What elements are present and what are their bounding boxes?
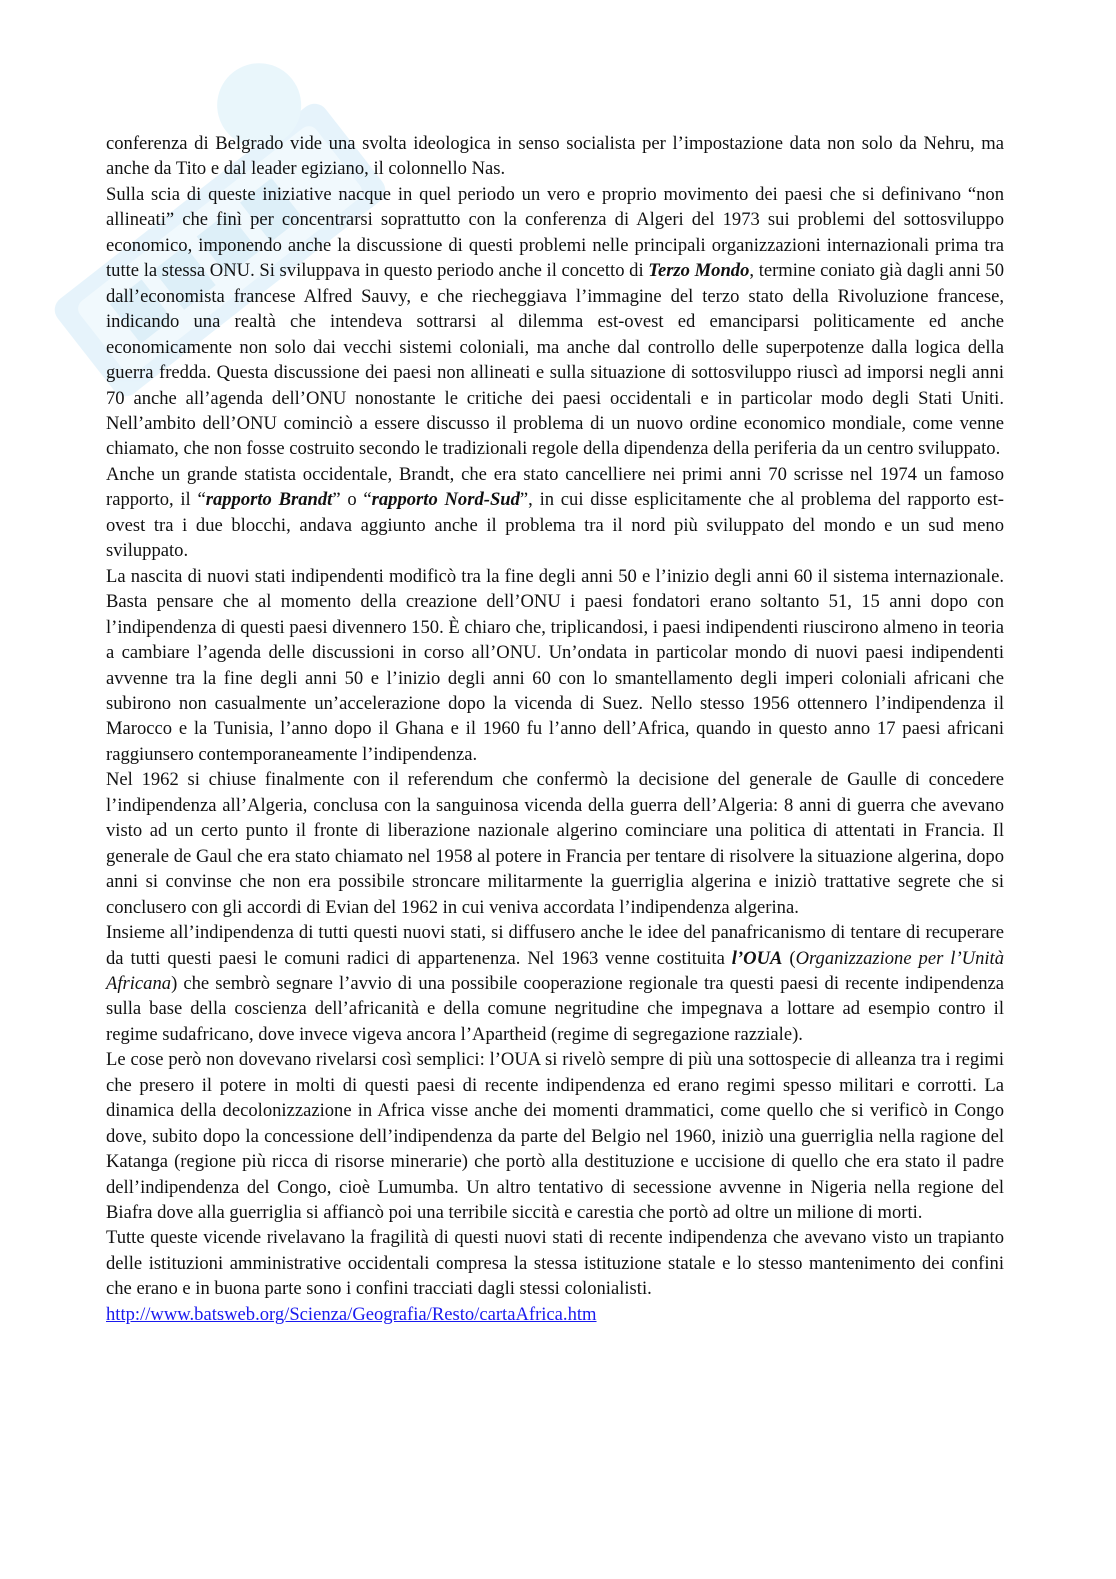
external-link[interactable]: http://www.batsweb.org/Scienza/Geografia/Resto/cartaAfrica.htm [106,1303,597,1325]
paragraph-text: Le cose però non dovevano rivelarsi così semplici: l’OUA si rivelò sempre di più una sottospecie di alleanza tra i regimi che presero il potere in molti di questi paesi di recente indipendenza ed erano regimi spesso militari e corrotti. La dinamica della decolonizzazione in Africa visse anche dei momenti drammatici, come quello che si verificò in Congo dove, subito dopo la concessione dell’indipendenza da parte del Belgio nel 1960, iniziò una guerriglia nella ragione del Katanga (regione più ricca di risorse minerarie) che portò alla destituzione e uccisione di quello che era stato il padre dell’indipendenza del Congo, cioè Lumumba. Un altro tentativo di secessione avvenne in Nigeria nella regione del Biafra dove alla guerriglia si affiancò poi una terribile siccità e carestia che portò ad oltre un milione di morti. [106,1049,1004,1224]
paragraph-text: ) che sembrò segnare l’avvio di una possibile cooperazione regionale tra questi paesi di recente indipendenza sulla base della coscienza dell’africanità e della comune negritudine che impegnava a lottare ad esempio contro il regime sudafricano, dove invece vigeva ancora l’Apartheid (regime di segregazione razziale). [106,972,1004,1045]
paragraph-text: Sulla scia di queste iniziative nacque in quel periodo un vero e proprio movimento dei paesi che si definivano “non allineati” che finì per concentrarsi soprattutto con la conferenza di Algeri del 1973 sui problemi del sottosviluppo economico, imponendo anche la discussione di questi problemi nelle principali organizzazioni internazionali prima tra tutte la stessa ONU. Si sviluppava in questo periodo anche il concetto di [106,183,1004,282]
paragraph [106,182,1004,462]
emphasized-text: l’OUA [731,947,783,969]
paragraph-text: conferenza di Belgrado vide una svolta ideologica in senso socialista per l’impostazione data non solo da Nehru, ma anche da Tito e dal leader egiziano, il colonnello Nas. [106,133,1004,180]
paragraph [106,767,1004,920]
paragraph-text: Tutte queste vicende rivelavano la fragilità di questi nuovi stati di recente indipendenza che avevano visto un trapianto delle istituzioni amministrative occidentali compresa la stessa istituzione statale e lo stesso mantenimento dei confini che erano e in buona parte sono i confini tracciati dagli stessi colonialisti. [106,1227,1004,1300]
emphasized-text: Terzo Mondo [648,260,750,282]
emphasized-text: Organizzazione per l’Unità Africana [106,947,1005,994]
paragraph-text: ”, in cui disse esplicitamente che al problema del rapporto est-ovest tra i due blocchi, andava aggiunto anche il problema tra il nord più sviluppato del mondo e un sud meno sviluppato. [106,489,1004,562]
emphasized-text: rapporto Brandt [205,489,333,511]
paragraph-text: ” o “ [332,489,372,511]
paragraph [106,462,1004,564]
paragraph-text: Nel 1962 si chiuse finalmente con il referendum che confermò la decisione del generale de Gaulle di concedere l’indipendenza all’Algeria, conclusa con la sanguinosa vicenda della guerra dell’Algeria: 8 anni di guerra che avevano visto ad un certo punto il fronte di liberazione nazionale algerino cominciare una politica di attentati in Francia. Il generale de Gaul che era stato chiamato nel 1958 al potere in Francia per tentare di risolvere la situazione algerina, dopo anni si convinse che non era possibile stroncare militarmente la guerriglia algerina e iniziò trattative segrete che si conclusero con gli accordi di Evian del 1962 in cui veniva accordata l’indipendenza algerina. [106,769,1004,918]
paragraph-list [106,131,1004,1302]
paragraph [106,1047,1004,1225]
paragraph [106,920,1004,1047]
paragraph [106,1225,1004,1301]
paragraph-text: Insieme all’indipendenza di tutti questi nuovi stati, si diffusero anche le idee del panafricanismo di tentare di recuperare da tutti questi paesi le comuni radici di appartenenza. Nel 1963 venne costituita [106,922,1004,969]
emphasized-text: rapporto Nord-Sud [371,489,520,511]
paragraph-text: Anche un grande statista occidentale, Brandt, che era stato cancelliere nei primi anni 70 scrisse nel 1974 un famoso rapporto, il “ [106,463,1004,511]
paragraph-text: , termine coniato già dagli anni 50 dall’economista francese Alfred Sauvy, e che riecheggiava l’immagine del terzo stato della Rivoluzione francese, indicando una realtà che intendeva sottrarsi al dilemma est-ovest ed emanciparsi politicamente ed anche economicamente non solo dai vecchi sistemi coloniali, ma anche dal controllo delle superpotenze dalla logica della guerra fredda. Questa discussione dei paesi non allineati e sulla situazione di sottosviluppo riuscì ad imporsi negli anni 70 anche all’agenda dell’ONU nonostante le critiche dei paesi occidentali e in particolar modo degli Stati Uniti. Nell’ambito dell’ONU cominciò a essere discusso il problema di un nuovo ordine economico mondiale, come venne chiamato, che non fosse costruito secondo le tradizionali regole della dipendenza della periferia da un centro sviluppato. [106,260,1004,460]
paragraph-text: ( [782,947,796,969]
paragraph-text: La nascita di nuovi stati indipendenti modificò tra la fine degli anni 50 e l’inizio degli anni 60 il sistema internazionale. Basta pensare che al momento della creazione dell’ONU i paesi fondatori erano soltanto 51, 15 anni dopo con l’indipendenza di questi paesi divennero 150. È chiaro che, triplicandosi, i paesi indipendenti riuscirono almeno in teoria a cambiare l’agenda delle discussioni in corso all’ONU. Un’ondata in particolar mondo di nuovi paesi indipendenti avvenne tra la fine degli anni 50 e l’inizio degli anni 60 con lo smantellamento degli imperi coloniali africani che subirono non casualmente un’accelerazione dopo la vicenda di Suez. Nello stesso 1956 ottennero l’indipendenza il Marocco e la Tunisia, l’anno dopo il Ghana e il 1960 fu l’anno dell’Africa, quando in questo anno 17 paesi africani raggiunsero contemporaneamente l’indipendenza. [106,565,1004,765]
paragraph [106,131,1004,182]
document-body [106,131,1004,1327]
paragraph [106,564,1004,768]
